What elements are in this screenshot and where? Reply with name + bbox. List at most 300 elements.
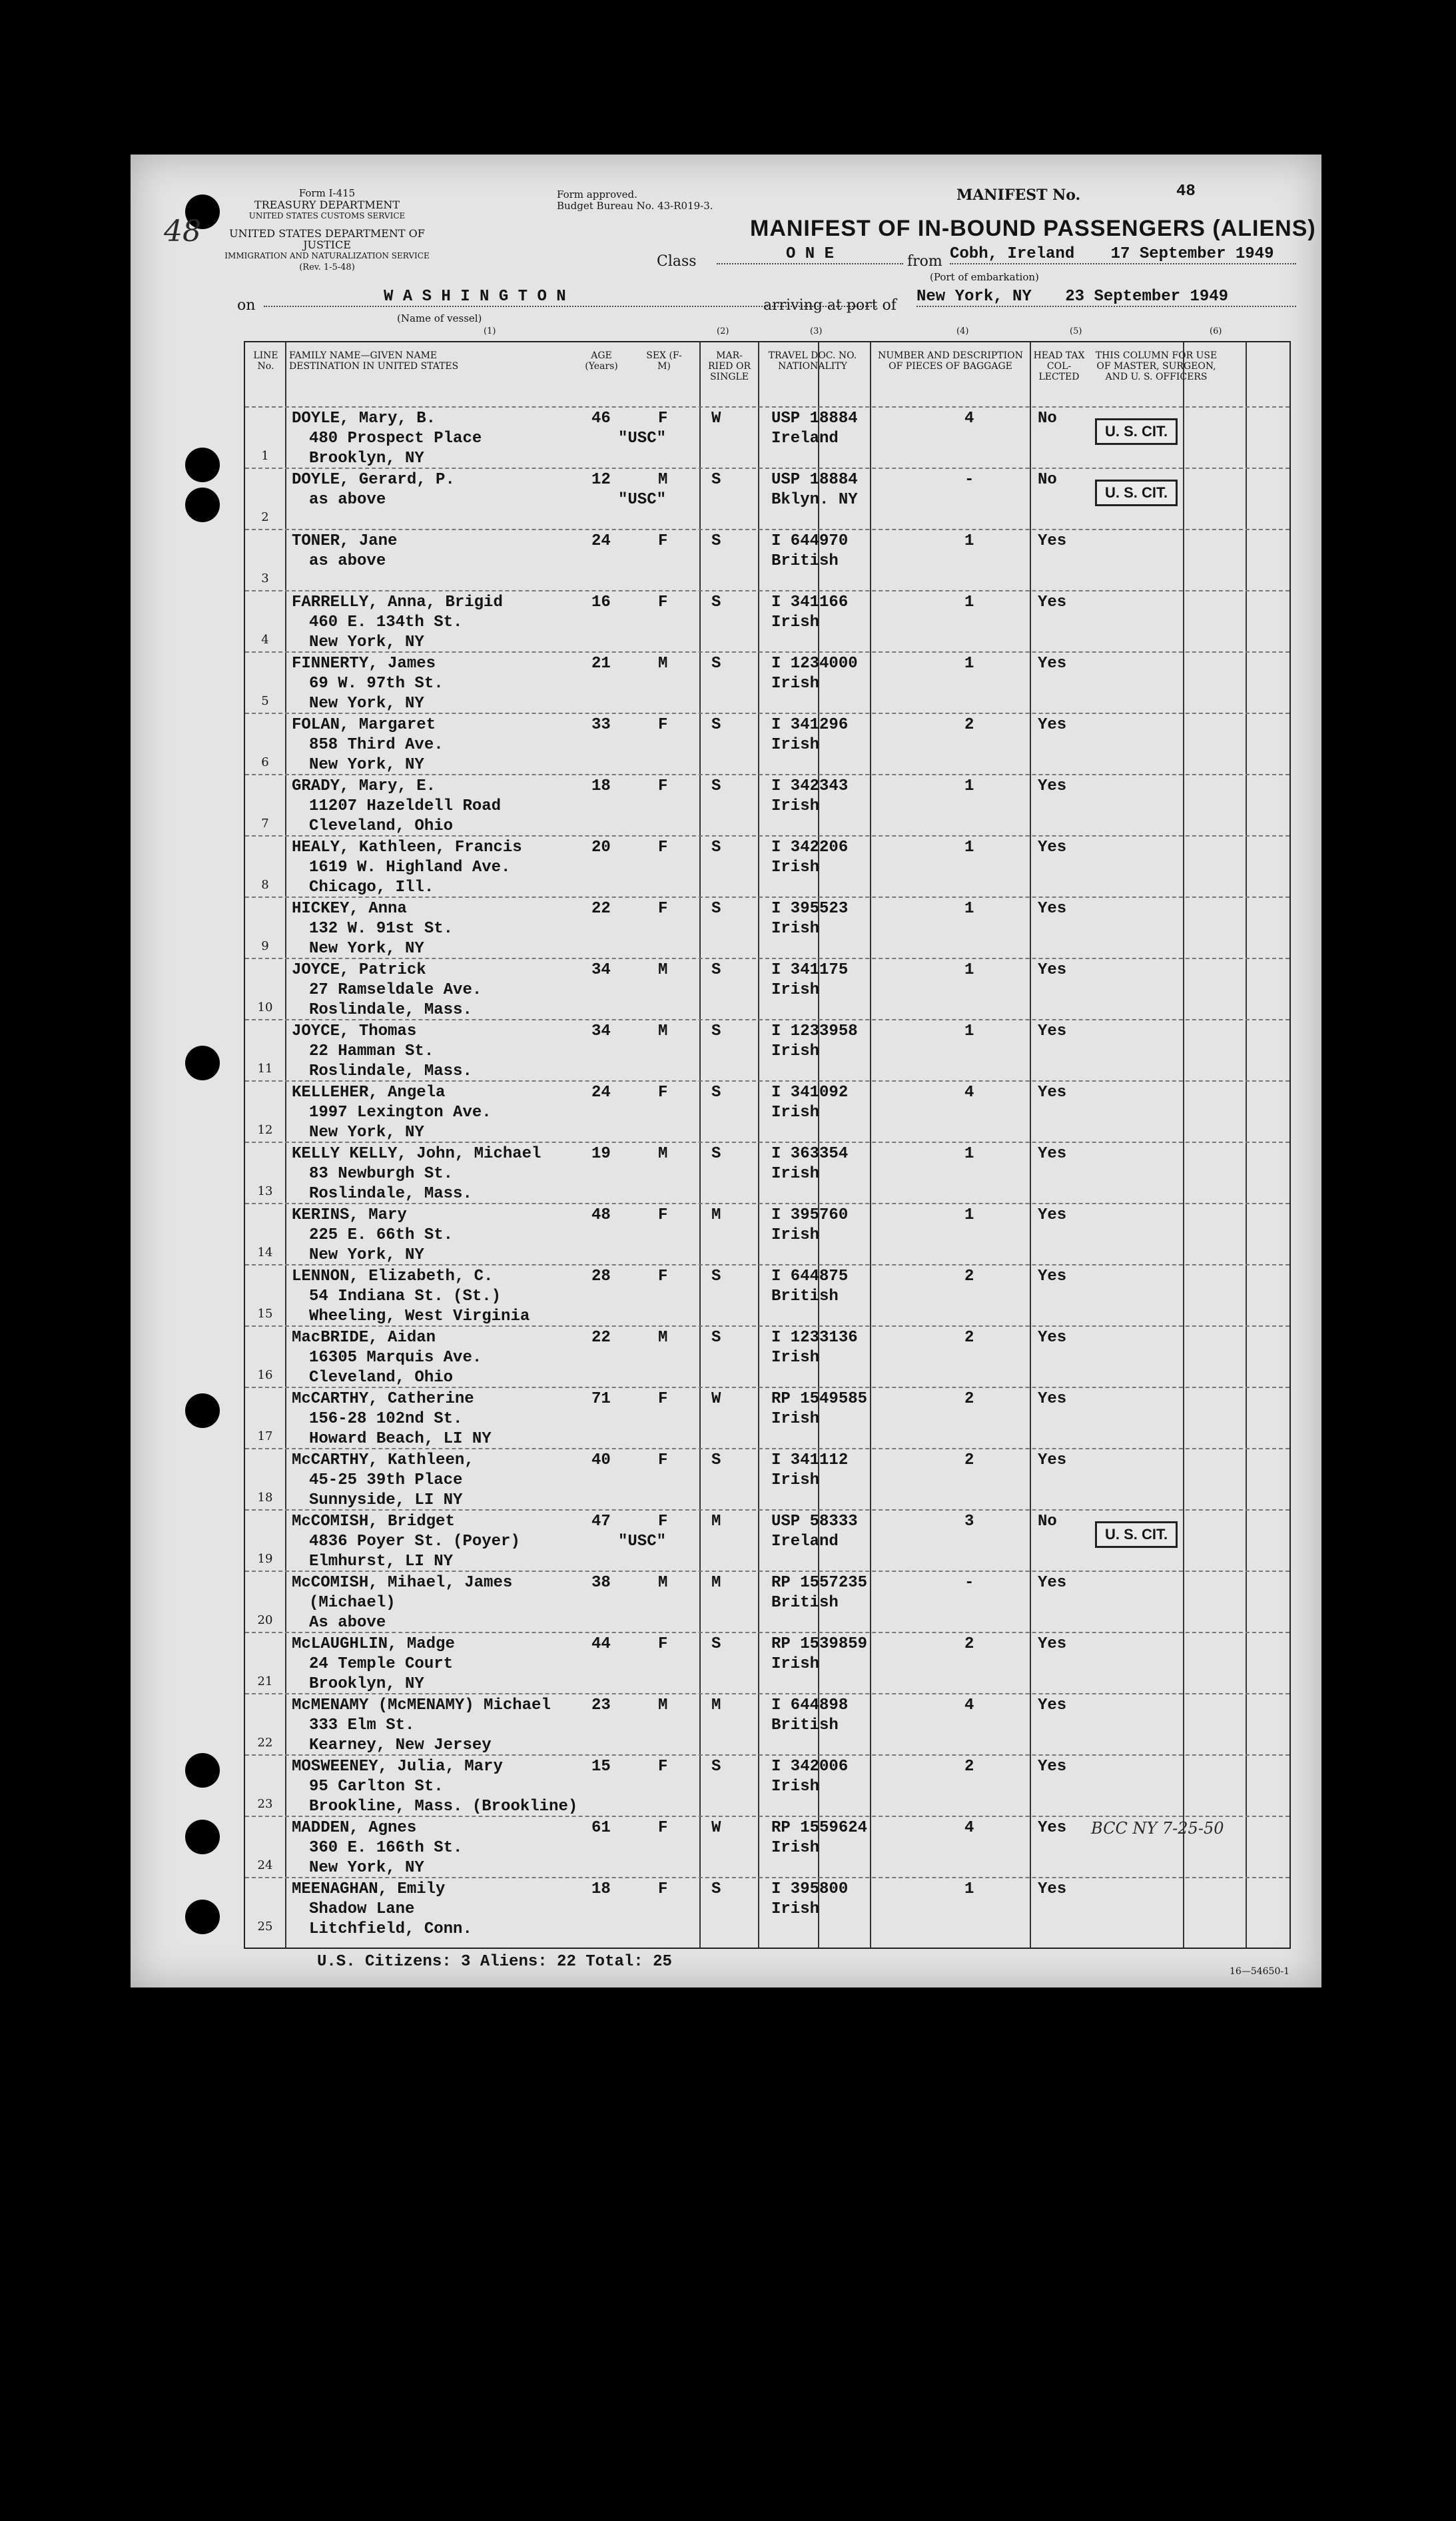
budget-bureau: Budget Bureau No. 43-R019-3. bbox=[557, 200, 713, 212]
address-line-1: 54 Indiana St. (St.) bbox=[309, 1287, 502, 1305]
line-number: 22 bbox=[257, 1736, 273, 1750]
head-tax: Yes bbox=[1038, 532, 1067, 550]
travel-doc-number: I 341166 bbox=[771, 593, 849, 611]
address-line-2: Brooklyn, NY bbox=[309, 450, 424, 468]
marital-status: M bbox=[711, 1206, 721, 1224]
passenger-name: FARRELLY, Anna, Brigid bbox=[292, 593, 503, 611]
passenger-name: McCOMISH, Bridget bbox=[292, 1513, 455, 1531]
nationality: Irish bbox=[771, 797, 820, 815]
address-line-2: Sunnyside, LI NY bbox=[309, 1491, 463, 1509]
travel-doc-number: I 363354 bbox=[771, 1145, 849, 1163]
nationality: Irish bbox=[771, 1042, 820, 1060]
table-row bbox=[245, 1509, 1289, 1572]
address-line-1: 83 Newburgh St. bbox=[309, 1165, 454, 1183]
nationality: British bbox=[771, 1716, 839, 1734]
arrival-date: 23 September 1949 bbox=[1065, 288, 1229, 306]
travel-doc-number: I 644898 bbox=[771, 1696, 849, 1714]
passenger-name: McCARTHY, Kathleen, bbox=[292, 1451, 474, 1469]
sex-value: F bbox=[658, 1267, 668, 1285]
passenger-name: HEALY, Kathleen, Francis bbox=[292, 839, 522, 857]
marital-status: M bbox=[711, 1574, 721, 1592]
baggage-count: 1 bbox=[964, 655, 974, 673]
line-number: 3 bbox=[261, 571, 269, 585]
line-number: 4 bbox=[261, 633, 269, 647]
baggage-count: 1 bbox=[964, 1880, 974, 1898]
travel-doc-number: I 341175 bbox=[771, 961, 849, 979]
passenger-name: KELLEHER, Angela bbox=[292, 1084, 446, 1102]
table-row bbox=[245, 651, 1289, 714]
baggage-count: - bbox=[964, 471, 974, 489]
sex-value: F bbox=[658, 1451, 668, 1469]
passenger-name: MEENAGHAN, Emily bbox=[292, 1880, 446, 1898]
travel-doc-number: I 1233136 bbox=[771, 1329, 858, 1347]
table-row bbox=[245, 1142, 1289, 1204]
nationality: Irish bbox=[771, 1655, 820, 1673]
age-value: 40 bbox=[591, 1451, 611, 1469]
address-line-1: 1997 Lexington Ave. bbox=[309, 1104, 492, 1122]
punch-hole bbox=[185, 1393, 220, 1428]
sex-value: F bbox=[658, 839, 668, 857]
nationality: Irish bbox=[771, 1839, 820, 1857]
line-number: 7 bbox=[261, 817, 269, 831]
sex-value: F bbox=[658, 1758, 668, 1776]
manifest-title: MANIFEST OF IN-BOUND PASSENGERS (ALIENS) bbox=[750, 216, 1316, 241]
age-value: 16 bbox=[591, 593, 611, 611]
sex-value: M bbox=[658, 1574, 668, 1592]
head-tax: Yes bbox=[1038, 1145, 1067, 1163]
marital-status: S bbox=[711, 655, 721, 673]
sex-value: F bbox=[658, 1390, 668, 1408]
head-tax: No bbox=[1038, 410, 1057, 428]
nationality: Irish bbox=[771, 1410, 820, 1428]
ins-service: IMMIGRATION AND NATURALIZATION SERVICE bbox=[224, 251, 430, 260]
address-line-1: 95 Carlton St. bbox=[309, 1778, 444, 1796]
justice-dept: UNITED STATES DEPARTMENT OF JUSTICE bbox=[229, 227, 425, 251]
sex-value: M bbox=[658, 1145, 668, 1163]
table-row bbox=[245, 1571, 1289, 1633]
head-tax: Yes bbox=[1038, 1390, 1067, 1408]
age-value: 71 bbox=[591, 1390, 611, 1408]
table-row bbox=[245, 1080, 1289, 1143]
travel-doc-number: I 342006 bbox=[771, 1758, 849, 1776]
nationality: Ireland bbox=[771, 1533, 839, 1551]
punch-hole bbox=[185, 1900, 220, 1934]
age-value: 47 bbox=[591, 1513, 611, 1531]
address-line-1: 225 E. 66th St. bbox=[309, 1226, 454, 1244]
manifest-number: 48 bbox=[1176, 182, 1196, 200]
sex-value: M bbox=[658, 1696, 668, 1714]
punch-hole bbox=[185, 448, 220, 482]
marital-status: S bbox=[711, 1329, 721, 1347]
address-line-2: Brooklyn, NY bbox=[309, 1675, 424, 1693]
address-line-2: Roslindale, Mass. bbox=[309, 1185, 472, 1203]
travel-doc-number: RP 1557235 bbox=[771, 1574, 868, 1592]
baggage-count: 1 bbox=[964, 1206, 974, 1224]
address-line-2: Kearney, New Jersey bbox=[309, 1736, 492, 1754]
age-value: 46 bbox=[591, 410, 611, 428]
nationality: Irish bbox=[771, 1165, 820, 1183]
line-number: 18 bbox=[257, 1491, 273, 1505]
age-value: 24 bbox=[591, 1084, 611, 1102]
travel-doc-number: I 644970 bbox=[771, 532, 849, 550]
nationality: Irish bbox=[771, 1226, 820, 1244]
form-id-block bbox=[217, 188, 437, 222]
baggage-count: 2 bbox=[964, 1451, 974, 1469]
baggage-count: 4 bbox=[964, 1819, 974, 1837]
age-value: 48 bbox=[591, 1206, 611, 1224]
marital-status: S bbox=[711, 1267, 721, 1285]
marital-status: W bbox=[711, 410, 721, 428]
table-row bbox=[245, 1632, 1289, 1694]
header-baggage: NUMBER AND DESCRIPTION OF PIECES OF BAGGAGE bbox=[878, 350, 1023, 372]
address-line-1: 27 Ramseldale Ave. bbox=[309, 981, 482, 999]
head-tax: Yes bbox=[1038, 961, 1067, 979]
line-number: 8 bbox=[261, 878, 269, 892]
passenger-name: KELLY KELLY, John, Michael bbox=[292, 1145, 542, 1163]
margin-handwritten-number: 48 bbox=[164, 214, 201, 248]
from-value: Cobh, Ireland bbox=[950, 245, 1075, 263]
table-row bbox=[245, 590, 1289, 653]
arrival-row bbox=[916, 288, 1296, 307]
travel-doc-number: I 1234000 bbox=[771, 655, 858, 673]
sex-value: M bbox=[658, 471, 668, 489]
head-tax: Yes bbox=[1038, 1329, 1067, 1347]
punch-hole bbox=[185, 1046, 220, 1080]
address-line-2: New York, NY bbox=[309, 695, 424, 713]
sex-value: F bbox=[658, 1819, 668, 1837]
head-tax: Yes bbox=[1038, 1758, 1067, 1776]
sex-value: M bbox=[658, 655, 668, 673]
travel-doc-number: I 1233958 bbox=[771, 1022, 858, 1040]
citizen-note: "USC" bbox=[618, 491, 667, 509]
table-row bbox=[245, 1325, 1289, 1388]
address-line-2: Roslindale, Mass. bbox=[309, 1001, 472, 1019]
us-citizen-stamp: U. S. CIT. bbox=[1095, 480, 1178, 506]
marital-status: S bbox=[711, 1145, 721, 1163]
manifest-label: MANIFEST No. bbox=[956, 186, 1081, 204]
address-line-2: New York, NY bbox=[309, 1246, 424, 1264]
passenger-name: LENNON, Elizabeth, C. bbox=[292, 1267, 494, 1285]
vessel-name-text: W A S H I N G T O N bbox=[384, 288, 566, 306]
sex-value: F bbox=[658, 410, 668, 428]
header-head-tax: HEAD TAX COL-LECTED bbox=[1033, 350, 1085, 382]
travel-doc-number: I 342343 bbox=[771, 777, 849, 795]
passenger-name: McMENAMY (McMENAMY) Michael bbox=[292, 1696, 551, 1714]
manifest-sheet bbox=[131, 155, 1321, 1987]
baggage-count: 2 bbox=[964, 1635, 974, 1653]
address-line-2: Cleveland, Ohio bbox=[309, 1369, 454, 1387]
head-tax: Yes bbox=[1038, 1084, 1067, 1102]
age-value: 44 bbox=[591, 1635, 611, 1653]
nationality: Irish bbox=[771, 859, 820, 877]
age-value: 38 bbox=[591, 1574, 611, 1592]
age-value: 21 bbox=[591, 655, 611, 673]
table-row bbox=[245, 1877, 1289, 1940]
head-tax: Yes bbox=[1038, 1880, 1067, 1898]
passenger-name: TONER, Jane bbox=[292, 532, 398, 550]
passenger-name: MacBRIDE, Aidan bbox=[292, 1329, 436, 1347]
baggage-count: 4 bbox=[964, 1696, 974, 1714]
baggage-count: 1 bbox=[964, 900, 974, 918]
totals-line: U.S. Citizens: 3 Aliens: 22 Total: 25 bbox=[317, 1953, 672, 1971]
address-line-1: 858 Third Ave. bbox=[309, 736, 444, 754]
age-value: 19 bbox=[591, 1145, 611, 1163]
table-row bbox=[245, 1019, 1289, 1082]
approval-block bbox=[557, 189, 713, 212]
marital-status: M bbox=[711, 1513, 721, 1531]
address-line-1: 45-25 39th Place bbox=[309, 1471, 463, 1489]
address-line-1: 460 E. 134th St. bbox=[309, 613, 463, 631]
nationality: Irish bbox=[771, 613, 820, 631]
address-line-1: Shadow Lane bbox=[309, 1900, 415, 1918]
punch-hole bbox=[185, 488, 220, 522]
line-number: 5 bbox=[261, 694, 269, 708]
table-row bbox=[245, 897, 1289, 959]
passenger-name: McLAUGHLIN, Madge bbox=[292, 1635, 455, 1653]
sex-value: F bbox=[658, 1513, 668, 1531]
head-tax: Yes bbox=[1038, 1696, 1067, 1714]
line-number: 10 bbox=[257, 1000, 273, 1014]
from-label: from bbox=[907, 253, 942, 270]
header-travel-doc: TRAVEL DOC. NO. NATIONALITY bbox=[768, 350, 857, 372]
baggage-count: 2 bbox=[964, 716, 974, 734]
nationality: British bbox=[771, 552, 839, 570]
nationality: Irish bbox=[771, 1471, 820, 1489]
age-value: 24 bbox=[591, 532, 611, 550]
nationality: Irish bbox=[771, 675, 820, 693]
nationality: Irish bbox=[771, 920, 820, 938]
line-number: 6 bbox=[261, 755, 269, 769]
us-citizen-stamp: U. S. CIT. bbox=[1095, 418, 1178, 445]
passenger-name: DOYLE, Mary, B. bbox=[292, 410, 436, 428]
travel-doc-number: RP 1539859 bbox=[771, 1635, 868, 1653]
punch-hole bbox=[185, 1820, 220, 1854]
address-line-1: as above bbox=[309, 491, 386, 509]
baggage-count: 1 bbox=[964, 1022, 974, 1040]
age-value: 12 bbox=[591, 471, 611, 489]
officer-note: BCC NY 7-25-50 bbox=[1091, 1819, 1224, 1838]
line-number: 24 bbox=[257, 1858, 273, 1872]
travel-doc-number: I 395760 bbox=[771, 1206, 849, 1224]
justice-block bbox=[217, 228, 437, 273]
address-line-2: New York, NY bbox=[309, 1124, 424, 1142]
sex-value: M bbox=[658, 961, 668, 979]
nationality: Irish bbox=[771, 1900, 820, 1918]
line-number: 2 bbox=[261, 510, 269, 524]
sex-value: F bbox=[658, 1084, 668, 1102]
age-value: 18 bbox=[591, 1880, 611, 1898]
table-row bbox=[245, 468, 1289, 530]
age-value: 20 bbox=[591, 839, 611, 857]
head-tax: Yes bbox=[1038, 1451, 1067, 1469]
travel-doc-number: I 341296 bbox=[771, 716, 849, 734]
table-row bbox=[245, 529, 1289, 591]
address-line-2: Wheeling, West Virginia bbox=[309, 1307, 530, 1325]
marital-status: W bbox=[711, 1390, 721, 1408]
head-tax: Yes bbox=[1038, 655, 1067, 673]
address-line-1: 333 Elm St. bbox=[309, 1716, 415, 1734]
citizen-note: "USC" bbox=[618, 1533, 667, 1551]
nationality: Irish bbox=[771, 1349, 820, 1367]
sex-value: F bbox=[658, 1635, 668, 1653]
passenger-name: FOLAN, Margaret bbox=[292, 716, 436, 734]
head-tax: Yes bbox=[1038, 1635, 1067, 1653]
address-line-2: As above bbox=[309, 1614, 386, 1632]
baggage-count: 1 bbox=[964, 961, 974, 979]
baggage-count: 4 bbox=[964, 410, 974, 428]
travel-doc-number: RP 1549585 bbox=[771, 1390, 868, 1408]
address-line-2: Howard Beach, LI NY bbox=[309, 1430, 492, 1448]
baggage-count: 4 bbox=[964, 1084, 974, 1102]
age-value: 28 bbox=[591, 1267, 611, 1285]
passenger-name: HICKEY, Anna bbox=[292, 900, 407, 918]
treasury-dept: TREASURY DEPARTMENT bbox=[254, 198, 400, 211]
head-tax: Yes bbox=[1038, 593, 1067, 611]
passenger-name: MOSWEENEY, Julia, Mary bbox=[292, 1758, 503, 1776]
travel-doc-number: I 395523 bbox=[771, 900, 849, 918]
head-tax: Yes bbox=[1038, 1022, 1067, 1040]
baggage-count: 1 bbox=[964, 1145, 974, 1163]
address-line-2: Chicago, Ill. bbox=[309, 879, 434, 897]
header-officers: THIS COLUMN FOR USE OF MASTER, SURGEON, AND U. S. OFFICERS bbox=[1095, 350, 1218, 382]
age-value: 61 bbox=[591, 1819, 611, 1837]
table-row bbox=[245, 713, 1289, 775]
head-tax: Yes bbox=[1038, 1267, 1067, 1285]
head-tax: Yes bbox=[1038, 1819, 1067, 1837]
nationality: Irish bbox=[771, 981, 820, 999]
sex-value: F bbox=[658, 532, 668, 550]
line-number: 12 bbox=[257, 1123, 273, 1137]
head-tax: No bbox=[1038, 1513, 1057, 1531]
age-value: 33 bbox=[591, 716, 611, 734]
passenger-name: DOYLE, Gerard, P. bbox=[292, 471, 455, 489]
address-line-1: 360 E. 166th St. bbox=[309, 1839, 463, 1857]
address-line-2: Cleveland, Ohio bbox=[309, 817, 454, 835]
passenger-name: MADDEN, Agnes bbox=[292, 1819, 417, 1837]
col-num-4: (4) bbox=[956, 326, 969, 336]
table-row bbox=[245, 1203, 1289, 1265]
sex-value: M bbox=[658, 1022, 668, 1040]
arrival-port: New York, NY bbox=[916, 288, 1032, 306]
address-line-2: New York, NY bbox=[309, 940, 424, 958]
address-line-2: Elmhurst, LI NY bbox=[309, 1553, 454, 1571]
header-married: MAR-RIED OR SINGLE bbox=[708, 350, 751, 382]
form-number: Form I-415 bbox=[298, 187, 356, 199]
travel-doc-number: I 341092 bbox=[771, 1084, 849, 1102]
marital-status: S bbox=[711, 1758, 721, 1776]
line-number: 19 bbox=[257, 1552, 273, 1566]
passenger-name: JOYCE, Thomas bbox=[292, 1022, 417, 1040]
sex-value: F bbox=[658, 593, 668, 611]
line-number: 23 bbox=[257, 1797, 273, 1811]
vessel-note: (Name of vessel) bbox=[397, 312, 482, 324]
age-value: 34 bbox=[591, 1022, 611, 1040]
nationality: British bbox=[771, 1287, 839, 1305]
embark-date: 17 September 1949 bbox=[1110, 245, 1274, 263]
class-label: Class bbox=[657, 253, 697, 270]
address-line-2: New York, NY bbox=[309, 1859, 424, 1877]
age-value: 18 bbox=[591, 777, 611, 795]
col-num-2: (2) bbox=[717, 326, 729, 336]
address-line-1: (Michael) bbox=[309, 1594, 396, 1612]
marital-status: S bbox=[711, 1880, 721, 1898]
customs-service: UNITED STATES CUSTOMS SERVICE bbox=[248, 211, 406, 220]
table-row bbox=[245, 958, 1289, 1020]
col-num-5: (5) bbox=[1070, 326, 1082, 336]
address-line-1: 11207 Hazeldell Road bbox=[309, 797, 502, 815]
line-number: 14 bbox=[257, 1246, 273, 1260]
sex-value: F bbox=[658, 1880, 668, 1898]
nationality: Ireland bbox=[771, 430, 839, 448]
address-line-1: as above bbox=[309, 552, 386, 570]
nationality: Bklyn. NY bbox=[771, 491, 858, 509]
address-line-1: 24 Temple Court bbox=[309, 1655, 454, 1673]
line-number: 16 bbox=[257, 1368, 273, 1382]
line-number: 1 bbox=[261, 449, 269, 463]
punch-hole bbox=[185, 1753, 220, 1788]
table-row bbox=[245, 774, 1289, 837]
sex-value: F bbox=[658, 716, 668, 734]
passenger-name: McCOMISH, Mihael, James bbox=[292, 1574, 513, 1592]
line-number: 9 bbox=[261, 939, 269, 953]
travel-doc-number: RP 1559624 bbox=[771, 1819, 868, 1837]
sex-value: M bbox=[658, 1329, 668, 1347]
address-line-1: 22 Hamman St. bbox=[309, 1042, 434, 1060]
address-line-2: New York, NY bbox=[309, 633, 424, 651]
col-num-6: (6) bbox=[1210, 326, 1222, 336]
travel-doc-number: USP 58333 bbox=[771, 1513, 858, 1531]
line-number: 13 bbox=[257, 1184, 273, 1198]
address-line-2: Litchfield, Conn. bbox=[309, 1920, 472, 1938]
nationality: Irish bbox=[771, 1104, 820, 1122]
baggage-count: 1 bbox=[964, 839, 974, 857]
line-number: 17 bbox=[257, 1429, 273, 1443]
line-number: 15 bbox=[257, 1307, 273, 1321]
baggage-count: 2 bbox=[964, 1267, 974, 1285]
header-age: AGE (Years) bbox=[585, 350, 618, 372]
line-number: 11 bbox=[257, 1062, 273, 1076]
passenger-name: JOYCE, Patrick bbox=[292, 961, 426, 979]
embark-note: (Port of embarkation) bbox=[930, 271, 1039, 283]
travel-doc-number: USP 18884 bbox=[771, 410, 858, 428]
line-number: 25 bbox=[257, 1920, 273, 1934]
nationality: Irish bbox=[771, 736, 820, 754]
marital-status: S bbox=[711, 961, 721, 979]
passenger-name: GRADY, Mary, E. bbox=[292, 777, 436, 795]
col-num-3: (3) bbox=[810, 326, 823, 336]
marital-status: S bbox=[711, 1084, 721, 1102]
passenger-name: McCARTHY, Catherine bbox=[292, 1390, 474, 1408]
table-row bbox=[245, 1264, 1289, 1327]
head-tax: No bbox=[1038, 471, 1057, 489]
travel-doc-number: I 644875 bbox=[771, 1267, 849, 1285]
address-line-1: 69 W. 97th St. bbox=[309, 675, 444, 693]
marital-status: S bbox=[711, 900, 721, 918]
table-row bbox=[245, 1693, 1289, 1756]
passenger-table bbox=[244, 341, 1291, 1949]
sex-value: F bbox=[658, 777, 668, 795]
address-line-2: Roslindale, Mass. bbox=[309, 1062, 472, 1080]
age-value: 34 bbox=[591, 961, 611, 979]
travel-doc-number: I 342206 bbox=[771, 839, 849, 857]
address-line-2: New York, NY bbox=[309, 756, 424, 774]
col-num-1: (1) bbox=[484, 326, 496, 336]
marital-status: S bbox=[711, 1022, 721, 1040]
address-line-1: 132 W. 91st St. bbox=[309, 920, 454, 938]
age-value: 15 bbox=[591, 1758, 611, 1776]
table-row bbox=[245, 835, 1289, 898]
marital-status: S bbox=[711, 532, 721, 550]
